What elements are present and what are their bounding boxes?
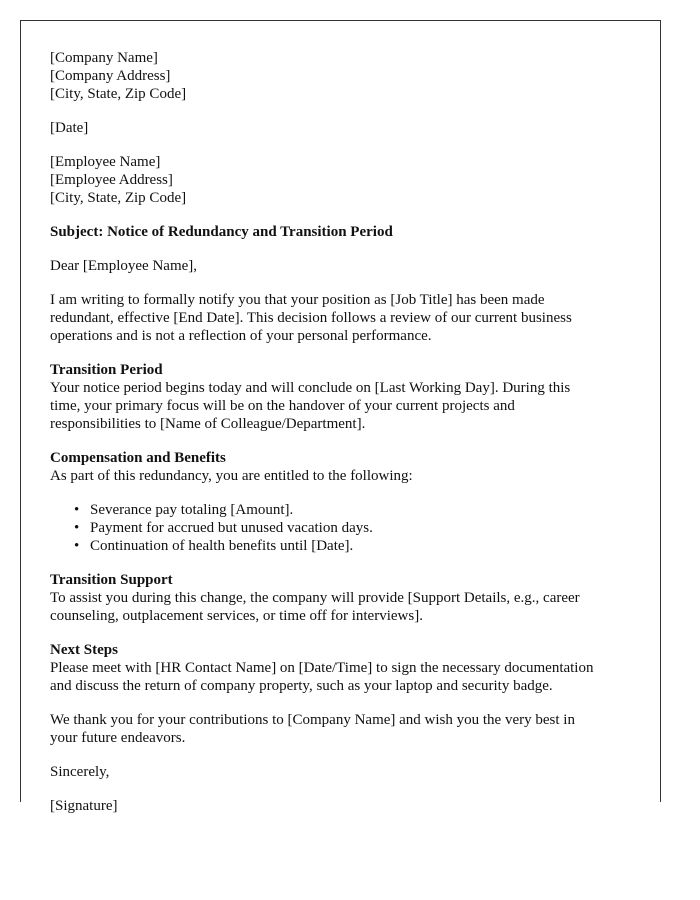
closing-paragraph bbox=[50, 711, 640, 747]
intro-line: redundant, effective [End Date]. This decision follows a review of our current business bbox=[50, 310, 572, 326]
section-line: To assist you during this change, the company will provide [Support Details, e.g., career bbox=[50, 590, 580, 606]
intro-line: I am writing to formally notify you that your position as [Job Title] has been made bbox=[50, 292, 545, 308]
bullet-icon: • bbox=[74, 520, 80, 536]
list-item bbox=[74, 501, 640, 519]
section-heading: Transition Support bbox=[50, 572, 173, 588]
sender-address-block bbox=[50, 49, 640, 103]
sender-company-address: [Company Address] bbox=[50, 68, 171, 84]
intro-paragraph bbox=[50, 291, 640, 345]
section-heading: Next Steps bbox=[50, 642, 118, 658]
section-line: Your notice period begins today and will conclude on [Last Working Day]. During this bbox=[50, 380, 571, 396]
section-transition-period bbox=[50, 361, 640, 433]
section-line: Please meet with [HR Contact Name] on [Date/Time] to sign the necessary documentation bbox=[50, 660, 594, 676]
section-intro: As part of this redundancy, you are entitled to the following: bbox=[50, 468, 413, 484]
bullet-icon: • bbox=[74, 538, 80, 554]
list-item-text: Continuation of health benefits until [Date]. bbox=[90, 538, 354, 554]
salutation: Dear [Employee Name], bbox=[50, 258, 198, 274]
list-item bbox=[74, 519, 640, 537]
closing-line: We thank you for your contributions to [Company Name] and wish you the very best in bbox=[50, 712, 575, 728]
signature: [Signature] bbox=[50, 798, 118, 814]
recipient-employee-name: [Employee Name] bbox=[50, 154, 161, 170]
benefits-list bbox=[50, 501, 640, 555]
recipient-address-block bbox=[50, 153, 640, 207]
section-heading: Compensation and Benefits bbox=[50, 450, 226, 466]
recipient-employee-address: [Employee Address] bbox=[50, 172, 173, 188]
section-line: and discuss the return of company property, such as your laptop and security badge. bbox=[50, 678, 553, 694]
section-heading: Transition Period bbox=[50, 362, 163, 378]
sign-off: Sincerely, bbox=[50, 764, 110, 780]
letter-content bbox=[50, 49, 640, 831]
list-item-text: Severance pay totaling [Amount]. bbox=[90, 502, 294, 518]
section-next-steps bbox=[50, 641, 640, 695]
list-item-text: Payment for accrued but unused vacation days. bbox=[90, 520, 373, 536]
letter-page bbox=[20, 20, 661, 814]
sender-city-state-zip: [City, State, Zip Code] bbox=[50, 86, 187, 102]
bullet-icon: • bbox=[74, 502, 80, 518]
section-transition-support bbox=[50, 571, 640, 625]
closing-line: your future endeavors. bbox=[50, 730, 186, 746]
section-line: counseling, outplacement services, or time off for interviews]. bbox=[50, 608, 423, 624]
letter-date: [Date] bbox=[50, 120, 89, 136]
recipient-city-state-zip: [City, State, Zip Code] bbox=[50, 190, 187, 206]
list-item bbox=[74, 537, 640, 555]
section-line: time, your primary focus will be on the handover of your current projects and bbox=[50, 398, 515, 414]
section-line: responsibilities to [Name of Colleague/Department]. bbox=[50, 416, 366, 432]
letter-subject: Subject: Notice of Redundancy and Transition Period bbox=[50, 224, 393, 240]
intro-line: operations and is not a reflection of your personal performance. bbox=[50, 328, 432, 344]
section-compensation-benefits bbox=[50, 449, 640, 555]
sender-company-name: [Company Name] bbox=[50, 50, 158, 66]
